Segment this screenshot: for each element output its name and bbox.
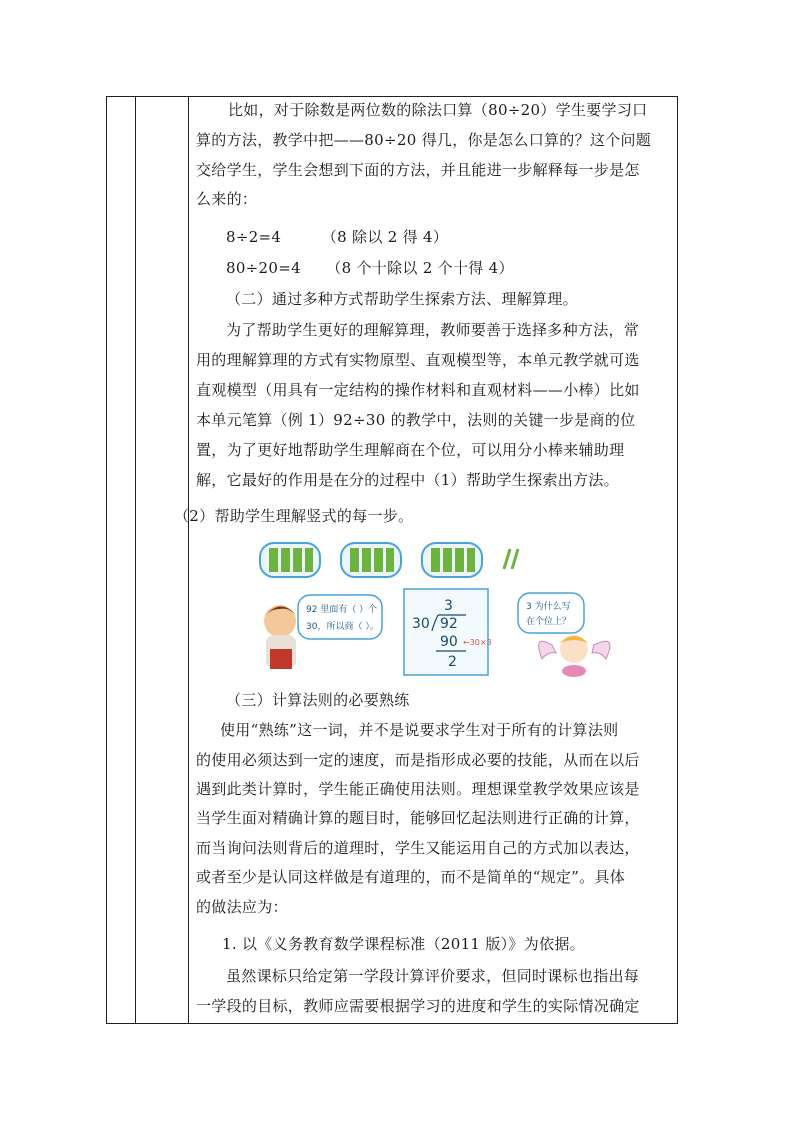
stick-bundles-illustration	[256, 539, 636, 677]
numbered-item: 1. 以《义务教育数学课程标准（2011 版）》为依据。	[222, 935, 585, 953]
paragraph-line: 虽然课标只给定第一学段计算评价要求，但同时课标也指出每	[226, 967, 640, 985]
paragraph-line: 为了帮助学生更好的理解算理，教师要善于选择多种方法，常	[226, 321, 640, 339]
left-bubble-text-2: 30，所以商（ ）。	[306, 622, 379, 632]
dividend: 92	[440, 616, 458, 632]
formula-line: 80÷20=4 （8 个十除以 2 个十得 4）	[226, 259, 514, 277]
product-note: ←30×3	[463, 638, 492, 647]
paragraph-line: 么来的：	[196, 190, 258, 208]
paragraph-line: 遇到此类计算时，学生能正确使用法则。理想课堂教学效果应该是	[196, 780, 640, 798]
paragraph-line: 本单元笔算（例 1）92÷30 的教学中，法则的关键一步是商的位	[196, 411, 636, 429]
section-heading: （二）通过多种方式帮助学生探索方法、理解算理。	[226, 290, 578, 308]
right-bubble-text-1: 3 为什么写	[526, 602, 571, 612]
partial-product: 90	[440, 634, 458, 650]
left-bubble-text-1: 92 里面有（ ）个	[306, 605, 378, 615]
section-heading: （三）计算法则的必要熟练	[226, 691, 410, 709]
paragraph-line: 比如，对于除数是两位数的除法口算（80÷20）学生要学习口	[228, 101, 648, 119]
bundle-group-3	[422, 543, 482, 577]
paragraph-line: 用的理解算理的方式有实物原型、直观模型等，本单元教学就可选	[196, 351, 640, 369]
paragraph-line: 的做法应为：	[196, 898, 288, 916]
angel-illustration	[539, 635, 610, 677]
right-speech-bubble	[518, 593, 584, 633]
bundle-group-2	[341, 543, 401, 577]
paragraph-line: 或者至少是认同这样做是有道理的，而不是简单的“规定”。具体	[196, 868, 626, 886]
paragraph-line: 一学段的目标，教师应需要根据学习的进度和学生的实际情况确定	[196, 997, 640, 1015]
left-speech-bubble	[298, 595, 382, 639]
formula-line: 8÷2=4 （8 除以 2 得 4）	[226, 228, 449, 246]
paragraph-line: 解，它最好的作用是在分的过程中（1）帮助学生探索出方法。	[196, 471, 619, 489]
paragraph-line: 算的方法，教学中把——80÷20 得几，你是怎么口算的？这个问题	[196, 131, 652, 149]
single-sticks	[504, 549, 518, 569]
quotient-digit: 3	[444, 598, 453, 614]
right-bubble-text-2: 在个位上？	[526, 617, 572, 627]
paragraph-line: 交给学生，学生会想到下面的方法，并且能进一步解释每一步是怎	[196, 161, 640, 179]
paragraph-line: 的使用必须达到一定的速度，而是指形成必要的技能，从而在以后	[196, 751, 640, 769]
column-divider-2	[188, 97, 189, 1023]
remainder: 2	[448, 654, 457, 670]
divisor: 30	[412, 616, 430, 632]
paragraph-line: 使用“熟练”这一词，并不是说要求学生对于所有的计算法则	[220, 721, 619, 739]
long-division-box	[404, 589, 492, 675]
paragraph-line: 直观模型（用具有一定结构的操作材料和直观材料——小棒）比如	[196, 381, 640, 399]
paragraph-line: （2）帮助学生理解竖式的每一步。	[174, 507, 414, 525]
bundle-group-1	[260, 543, 320, 577]
division-figure	[256, 539, 636, 677]
column-divider-1	[135, 97, 136, 1023]
paragraph-line: 置，为了更好地帮助学生理解商在个位，可以用分小棒来辅助理	[196, 441, 625, 459]
boy-illustration	[264, 605, 296, 669]
paragraph-line: 而当询问法则背后的道理时，学生又能运用自己的方式加以表达，	[196, 839, 640, 857]
paragraph-line: 当学生面对精确计算的题目时，能够回忆起法则进行正确的计算，	[196, 809, 640, 827]
